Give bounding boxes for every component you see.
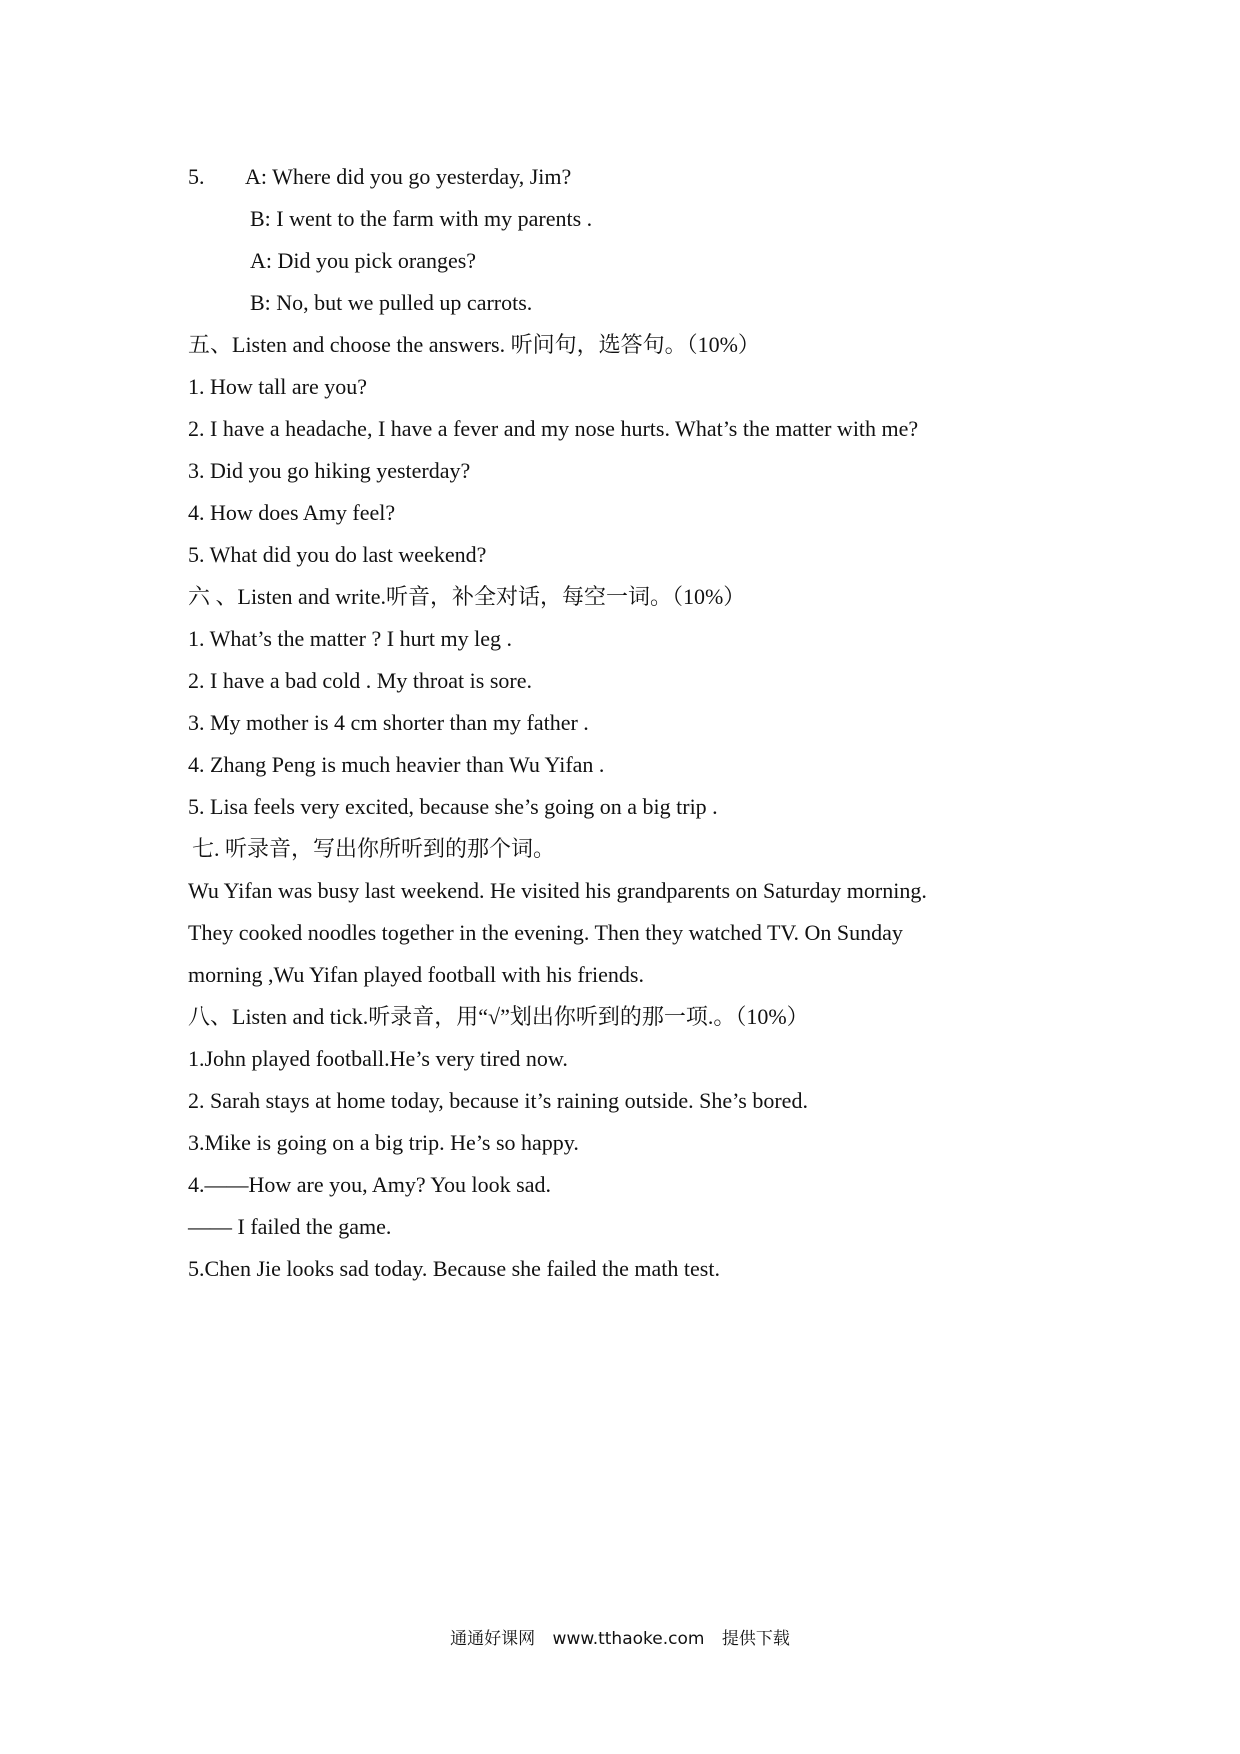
section-6-item: 5. Lisa feels very excited, because she’s going on a big trip . xyxy=(188,794,718,819)
section-8-item: 5.Chen Jie looks sad today. Because she failed the math test. xyxy=(188,1256,720,1281)
section-8-item: 2. Sarah stays at home today, because it’s raining outside. She’s bored. xyxy=(188,1088,808,1113)
q5-number: 5. xyxy=(188,164,205,189)
section-6-heading: 六 、Listen and write.听音，补全对话，每空一词。（10%） xyxy=(188,584,746,609)
q5-line-1 xyxy=(188,156,1068,198)
section-5-item: 1. How tall are you? xyxy=(188,374,367,399)
section-8-heading: 八、Listen and tick.听录音，用“√”划出你听到的那一项.。（10%） xyxy=(188,1004,809,1029)
q5-dialogue-line: A: Did you pick oranges? xyxy=(250,248,477,273)
section-6-item: 4. Zhang Peng is much heavier than Wu Yifan . xyxy=(188,752,605,777)
section-8-item: 4.——How are you, Amy? You look sad. xyxy=(188,1172,551,1197)
section-7-passage-line: Wu Yifan was busy last weekend. He visited his grandparents on Saturday morning. xyxy=(188,878,927,903)
footer-suffix: 提供下载 xyxy=(721,1629,790,1649)
section-5-item: 3. Did you go hiking yesterday? xyxy=(188,458,471,483)
section-5-heading: 五、Listen and choose the answers. 听问句，选答句。（10%） xyxy=(188,332,760,357)
section-8-item: —— I failed the game. xyxy=(188,1214,392,1239)
page-content xyxy=(188,156,1068,1290)
section-6-item: 1. What’s the matter ? I hurt my leg . xyxy=(188,626,513,651)
section-5-item: 5. What did you do last weekend? xyxy=(188,542,487,567)
section-5-item: 2. I have a headache, I have a fever and my nose hurts. What’s the matter with me? xyxy=(188,416,919,441)
section-7-passage-line: They cooked noodles together in the evening. Then they watched TV. On Sunday xyxy=(188,920,903,945)
section-7-heading: 七. 听录音，写出你所听到的那个词。 xyxy=(192,836,556,861)
section-6-item: 3. My mother is 4 cm shorter than my father . xyxy=(188,710,589,735)
section-7-passage-line: morning ,Wu Yifan played football with his friends. xyxy=(188,962,644,987)
footer-url: www.tthaoke.com xyxy=(552,1629,705,1649)
q5-dialogue-line: B: No, but we pulled up carrots. xyxy=(250,290,533,315)
section-5-item: 4. How does Amy feel? xyxy=(188,500,396,525)
section-8-item: 1.John played football.He’s very tired now. xyxy=(188,1046,568,1071)
footer-site-name: 通通好课网 xyxy=(450,1629,536,1649)
page-footer xyxy=(0,1627,1240,1651)
section-6-item: 2. I have a bad cold . My throat is sore. xyxy=(188,668,532,693)
q5-dialogue-line: A: Where did you go yesterday, Jim? xyxy=(245,164,572,189)
q5-dialogue-line: B: I went to the farm with my parents . xyxy=(250,206,593,231)
section-8-item: 3.Mike is going on a big trip. He’s so happy. xyxy=(188,1130,579,1155)
